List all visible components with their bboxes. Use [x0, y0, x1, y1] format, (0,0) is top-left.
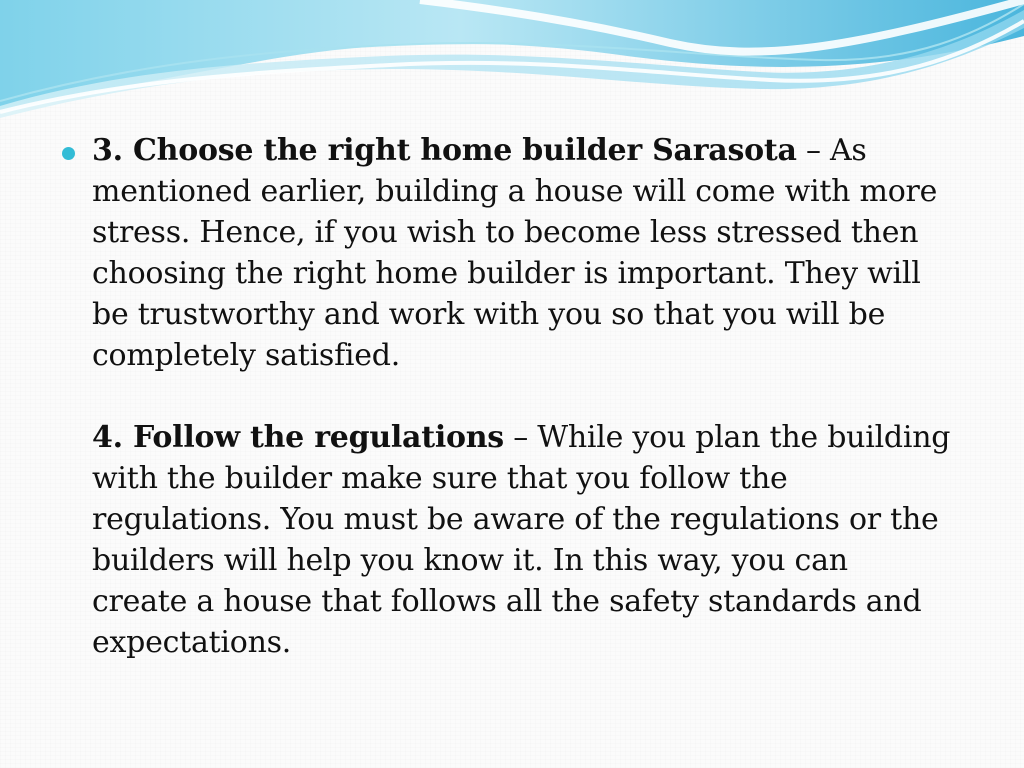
bullet-text — [92, 130, 952, 663]
paragraph-step-4 — [92, 417, 952, 663]
slide-content — [62, 130, 952, 663]
header-wave-decoration — [0, 0, 1024, 120]
paragraph-step-3 — [92, 130, 952, 376]
step-3-heading: 3. Choose the right home builder Sarasota — [92, 133, 797, 168]
step-4-body: – While you plan the building with the builder make sure that you follow the regulations. You must be aware of the regulations or the builders will help you know it. In this way, you can create a house that follows all the safety standards and expectations. — [92, 420, 951, 660]
step-4-heading: 4. Follow the regulations — [92, 420, 504, 455]
paragraph-spacer — [92, 376, 952, 417]
step-3-body: – As mentioned earlier, building a house will come with more stress. Hence, if you wish to become less stressed then choosing the right home builder is important. They will be trustworthy and work with you so that you will be completely satisfied. — [92, 133, 938, 373]
bullet-item — [62, 130, 952, 663]
filled-circle-bullet-icon — [62, 147, 75, 160]
